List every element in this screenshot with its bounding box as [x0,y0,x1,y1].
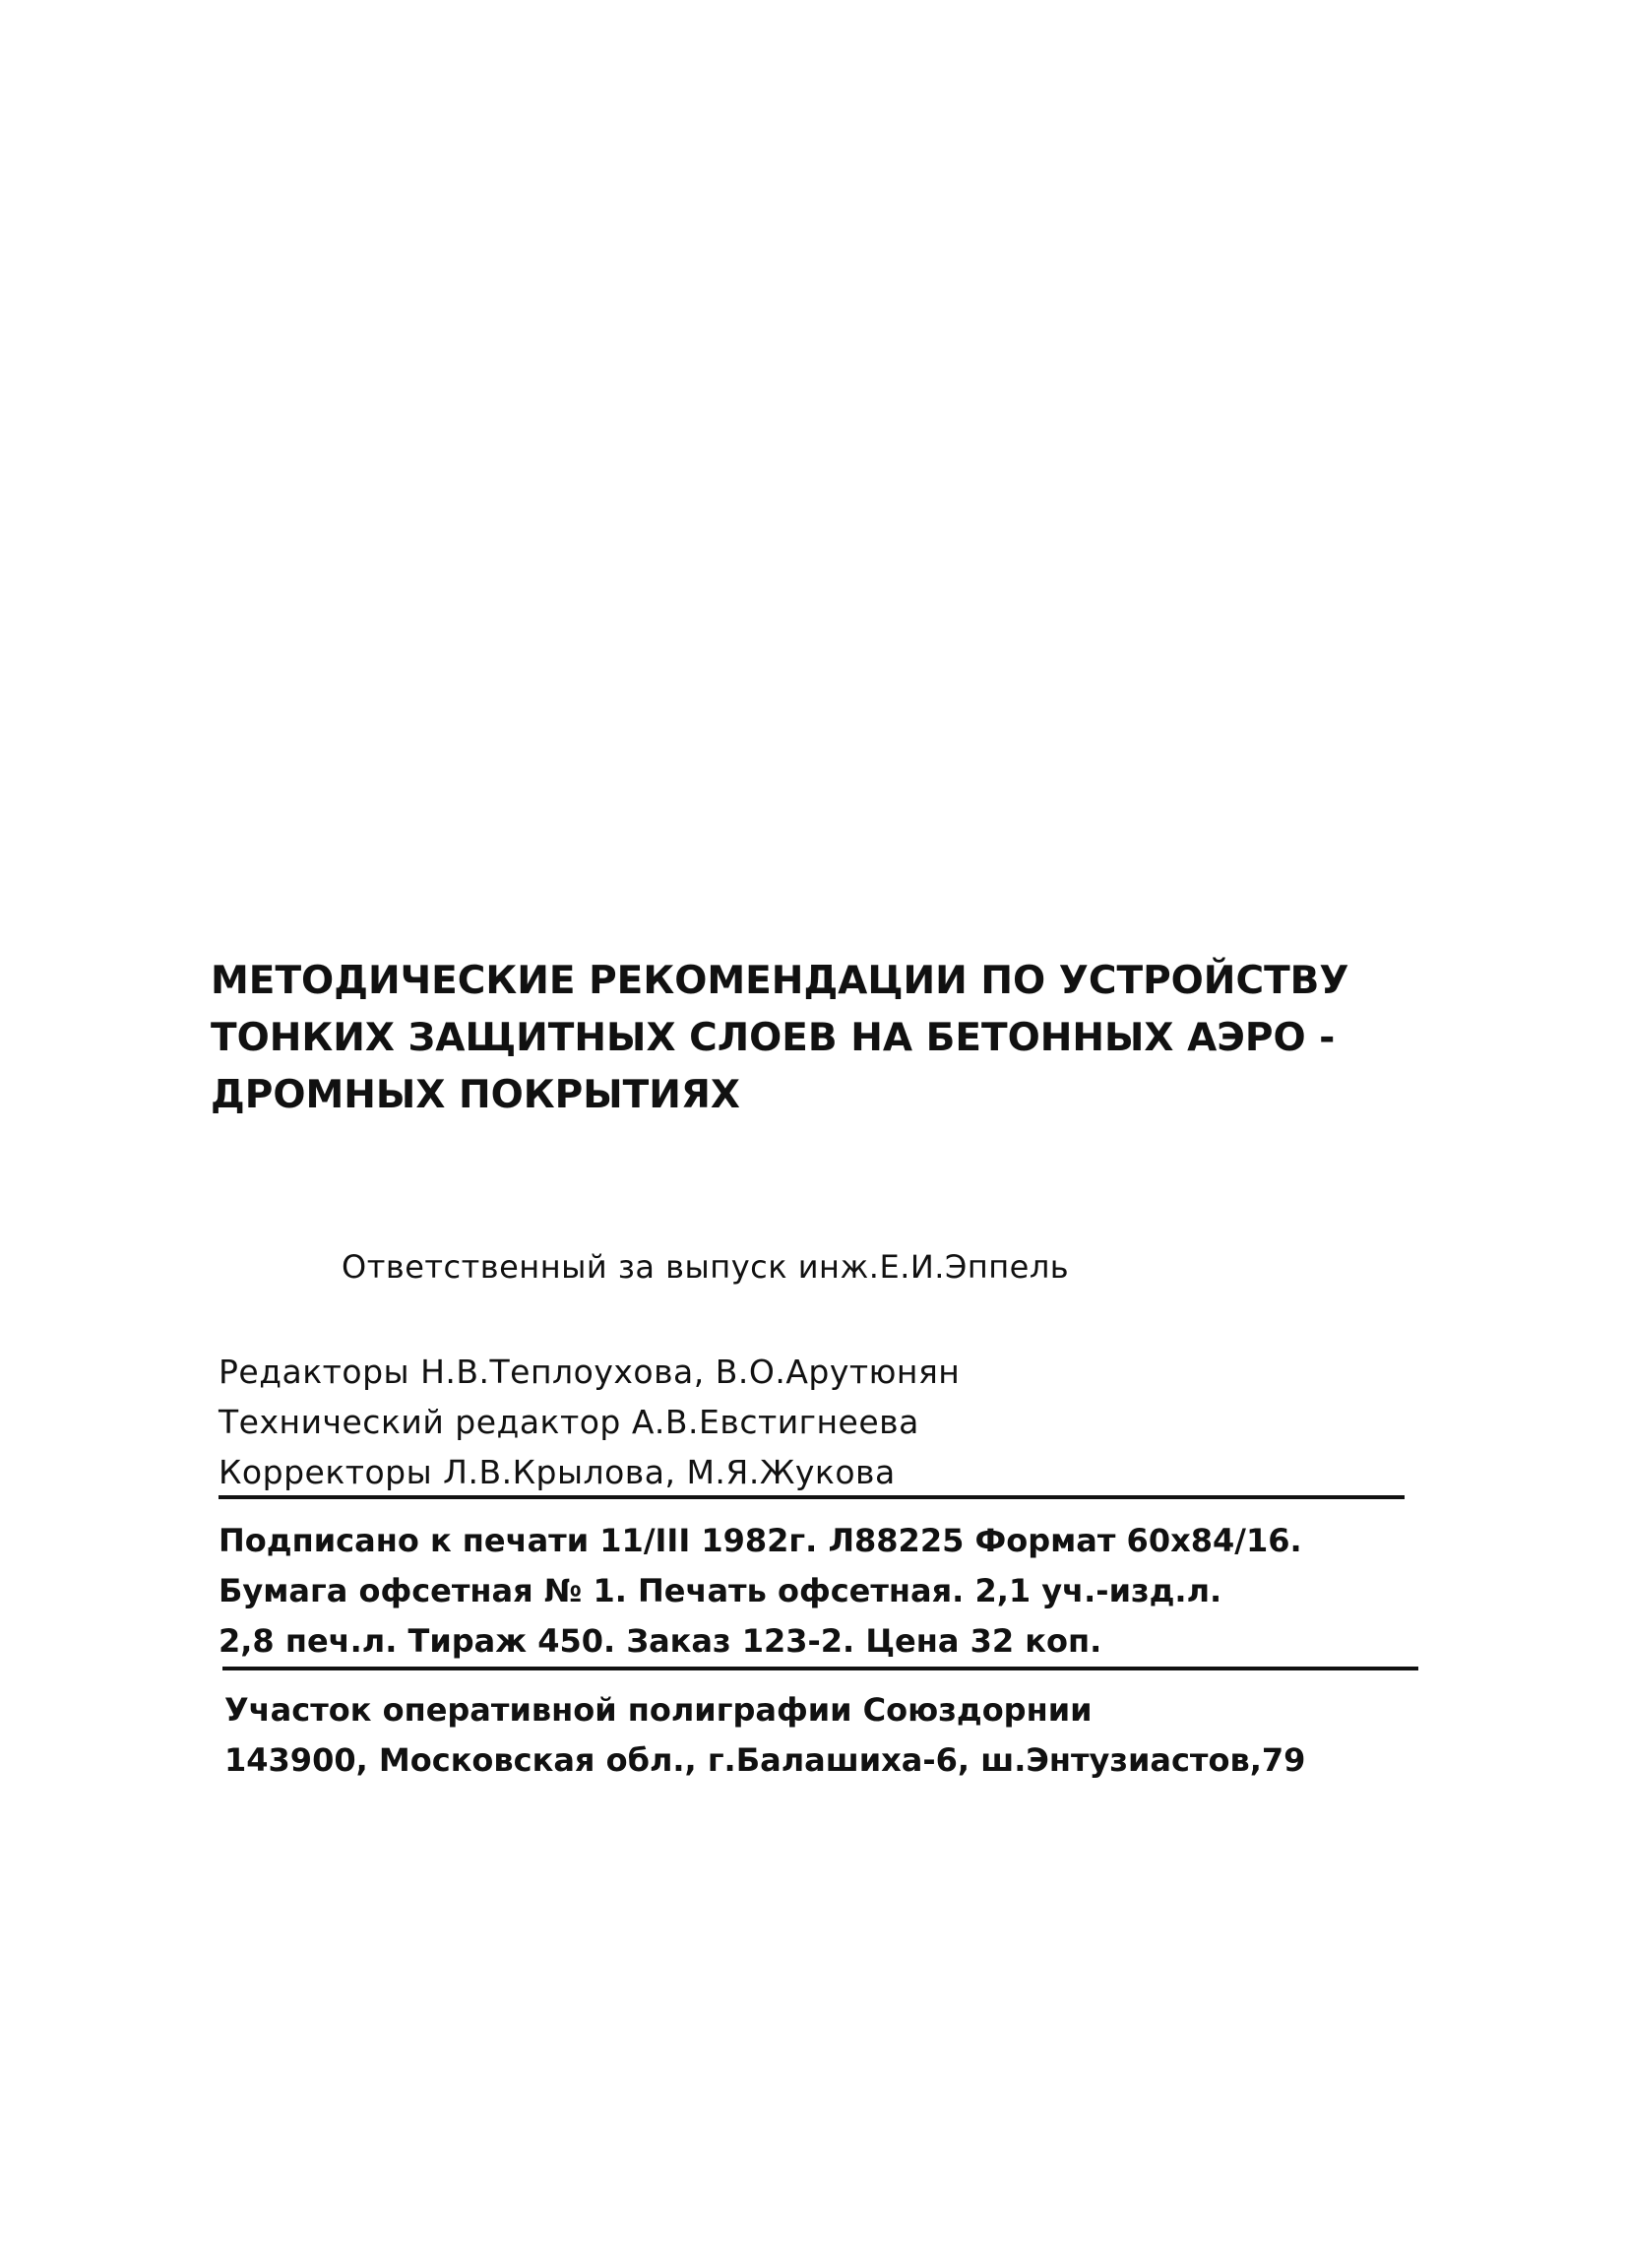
printer-address: 143900, Московская обл., г.Балашиха-6, ш.Энтузиастов,79 [224,1741,1306,1779]
print-info-line: 2,8 печ.л. Тираж 450. Заказ 123-2. Цена 32 коп. [219,1622,1102,1660]
responsible-for-release: Ответственный за выпуск инж.Е.И.Эппель [342,1248,1070,1286]
proofreaders-line: Корректоры Л.В.Крылова, М.Я.Жукова [219,1453,896,1491]
tech-editor-line: Технический редактор А.В.Евстигнеева [219,1403,919,1441]
document-title [211,953,1421,1124]
printer-name: Участок оперативной полиграфии Союздорнии [224,1691,1093,1729]
editors-line: Редакторы Н.В.Теплоухова, В.О.Арутюнян [219,1353,961,1391]
title-line: МЕТОДИЧЕСКИЕ РЕКОМЕНДАЦИИ ПО УСТРОЙСТВУ [211,959,1349,1003]
print-info-line: Подписано к печати 11/III 1982г. Л88225 Формат 60х84/16. [219,1522,1302,1559]
divider-top [219,1495,1405,1499]
title-line: ДРОМНЫХ ПОКРЫТИЯХ [211,1073,740,1117]
title-line: ТОНКИХ ЗАЩИТНЫХ СЛОЕВ НА БЕТОННЫХ АЭРО - [211,1016,1336,1060]
divider-bottom [222,1667,1418,1670]
print-info-line: Бумага офсетная № 1. Печать офсетная. 2,1 уч.-изд.л. [219,1572,1222,1609]
printer-block [224,1685,1305,1786]
print-info-block [219,1516,1302,1667]
credits-block [219,1347,960,1497]
